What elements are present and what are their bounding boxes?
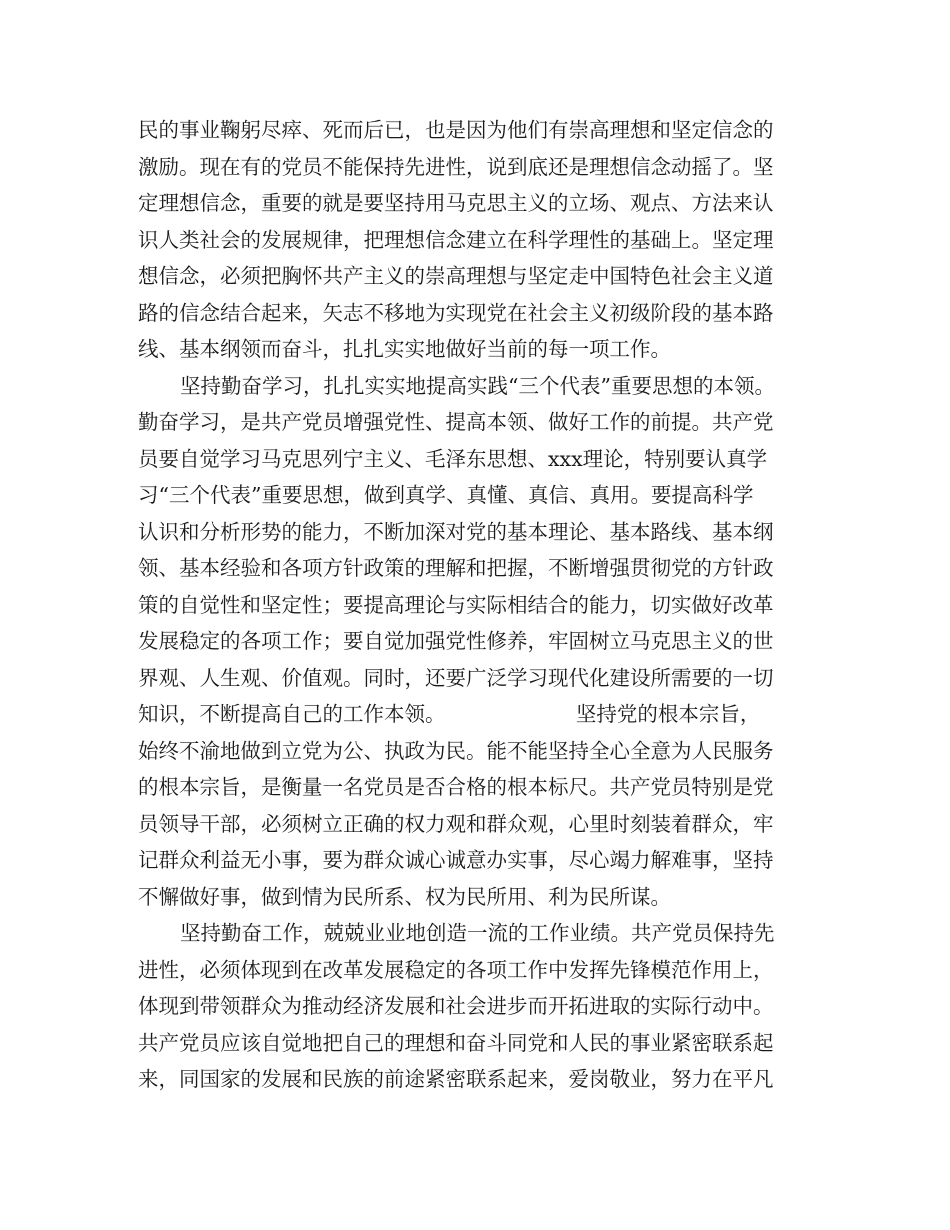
text-line-26: 共产党员应该自觉地把自己的理想和奋斗同党和人民的事业紧密联系起 <box>138 1030 774 1055</box>
text-line-6: 路的信念结合起来，矢志不移地为实现党在社会主义初级阶段的基本路 <box>138 300 774 325</box>
text-line-22: 不懈做好事，做到情为民所系、权为民所用、利为民所谋。 <box>138 884 671 909</box>
text-line-8: 坚持勤奋学习，扎扎实实地提高实践“三个代表”重要思想的本领。 <box>180 373 775 398</box>
text-line-11: 习“三个代表”重要思想，做到真学、真懂、真信、真用。要提高科学 <box>138 483 754 507</box>
text-line-18: 始终不渝地做到立党为公、执政为民。能不能坚持全心全意为人民服务 <box>138 738 774 763</box>
text-line-1: 民的事业鞠躬尽瘁、死而后已，也是因为他们有崇高理想和坚定信念的 <box>138 118 774 142</box>
text-line-7: 线、基本纲领而奋斗，扎扎实实地做好当前的每一项工作。 <box>138 337 671 361</box>
text-line-14: 策的自觉性和坚定性；要提高理论与实际相结合的能力，切实做好改革 <box>138 592 774 617</box>
text-line-9: 勤奋学习，是共产党员增强党性、提高本领、做好工作的前提。共产党 <box>138 410 774 434</box>
text-line-27: 来，同国家的发展和民族的前途紧密联系起来，爱岗敬业，努力在平凡 <box>138 1067 774 1091</box>
body-text <box>138 112 828 1098</box>
text-line-10: 员要自觉学习马克思列宁主义、毛泽东思想、xxx理论，特别要认真学 <box>138 446 768 471</box>
text-line-24: 进性，必须体现到在改革发展稳定的各项工作中发挥先锋模范作用上， <box>138 957 774 982</box>
text-line-3: 定理想信念，重要的就是要坚持用马克思主义的立场、观点、方法来认 <box>138 191 774 215</box>
text-line-23: 坚持勤奋工作，兢兢业业地创造一流的工作业绩。共产党员保持先 <box>180 921 775 945</box>
text-line-2: 激励。现在有的党员不能保持先进性，说到底还是理想信念动摇了。坚 <box>138 154 774 179</box>
text-line-25: 体现到带领群众为推动经济发展和社会进步而开拓进取的实际行动中。 <box>138 994 774 1018</box>
text-line-5: 想信念，必须把胸怀共产主义的崇高理想与坚定走中国特色社会主义道 <box>138 264 774 288</box>
text-line-12: 认识和分析形势的能力，不断加深对党的基本理论、基本路线、基本纲 <box>138 519 774 544</box>
text-line-17: 知识，不断提高自己的工作本领。 坚持党的根本宗旨， <box>138 702 761 726</box>
text-line-19: 的根本宗旨，是衡量一名党员是否合格的根本标尺。共产党员特别是党 <box>138 775 774 799</box>
text-line-15: 发展稳定的各项工作；要自觉加强党性修养，牢固树立马克思主义的世 <box>138 629 774 653</box>
text-line-20: 员领导干部，必须树立正确的权力观和群众观，心里时刻装着群众，牢 <box>138 811 774 836</box>
text-line-21: 记群众利益无小事，要为群众诚心诚意办实事，尽心竭力解难事，坚持 <box>138 848 774 872</box>
text-line-13: 领、基本经验和各项方针政策的理解和把握，不断增强贯彻党的方针政 <box>138 556 774 580</box>
text-line-4: 识人类社会的发展规律，把理想信念建立在科学理性的基础上。坚定理 <box>138 227 774 252</box>
text-line-16: 界观、人生观、价值观。同时，还要广泛学习现代化建设所需要的一切 <box>138 665 774 690</box>
